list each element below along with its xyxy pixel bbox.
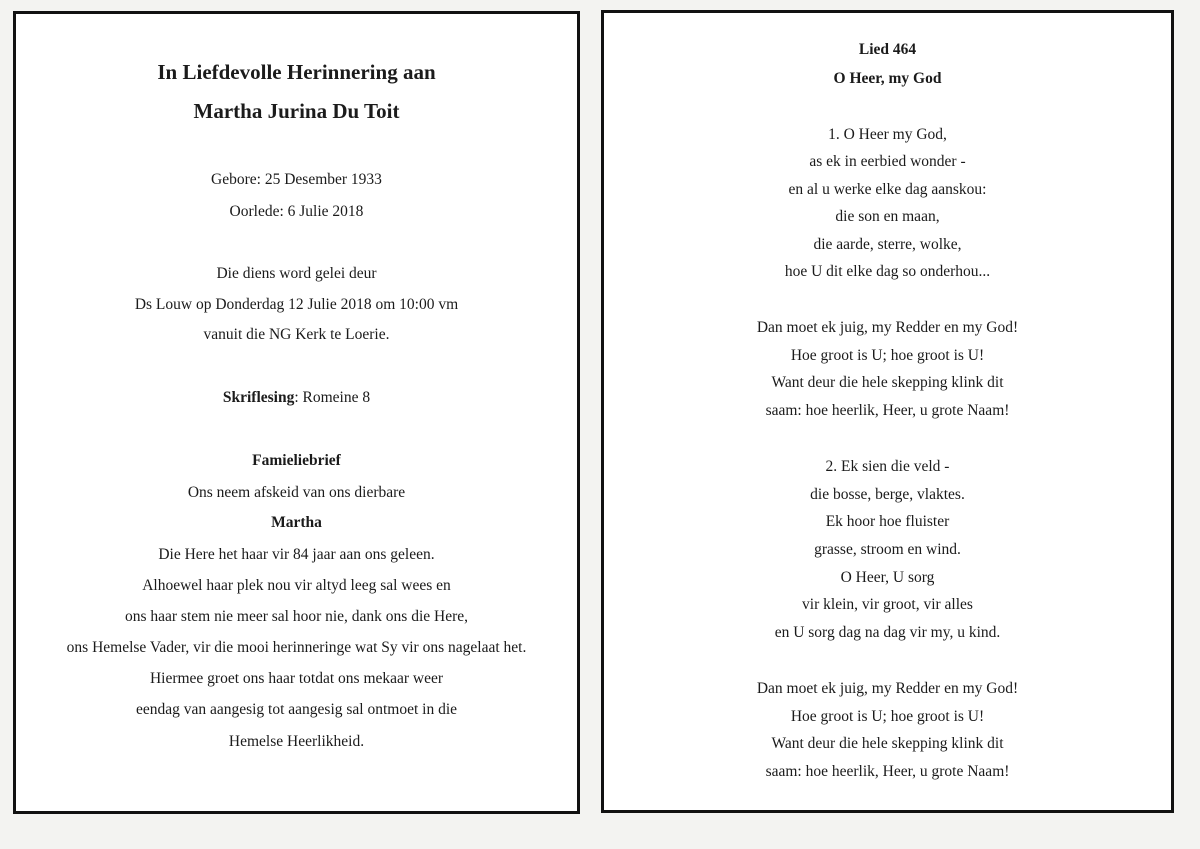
- scripture-label: Skriflesing: [222, 389, 295, 406]
- chorus-1-line: Want deur die hele skepping klink dit: [771, 374, 1004, 391]
- chorus-1-line: Hoe groot is U; hoe groot is U!: [790, 347, 985, 364]
- hymn-page: [601, 10, 1174, 813]
- memorial-page: [13, 11, 580, 814]
- verse-2-line: 2. Ek sien die veld -: [825, 458, 950, 475]
- verse-1-line: hoe U dit elke dag so onderhou...: [784, 263, 991, 280]
- verse-2-line: grasse, stroom en wind.: [814, 541, 961, 558]
- verse-1-line: en al u werke elke dag aanskou:: [788, 181, 987, 198]
- family-letter-line: Alhoewel haar plek nou vir altyd leeg sal wees en: [142, 577, 451, 594]
- chorus-2-line: Hoe groot is U; hoe groot is U!: [790, 708, 985, 725]
- death-date: Oorlede: 6 Julie 2018: [229, 203, 364, 220]
- family-letter-line: Die Here het haar vir 84 jaar aan ons geleen.: [158, 546, 435, 563]
- chorus-2-line: saam: hoe heerlik, Heer, u grote Naam!: [765, 763, 1010, 780]
- family-letter-name: Martha: [271, 514, 322, 531]
- deceased-name: Martha Jurina Du Toit: [193, 99, 400, 123]
- service-line-2: Ds Louw op Donderdag 12 Julie 2018 om 10:00 vm: [134, 296, 459, 313]
- verse-1-line: as ek in eerbied wonder -: [809, 153, 966, 170]
- verse-2-line: die bosse, berge, vlaktes.: [810, 486, 965, 503]
- verse-2-line: Ek hoor hoe fluister: [825, 513, 950, 530]
- verse-1-line: 1. O Heer my God,: [828, 126, 947, 143]
- family-letter-line: ons Hemelse Vader, vir die mooi herinneringe wat Sy vir ons nagelaat het.: [66, 639, 527, 656]
- hymn-number: Lied 464: [858, 41, 917, 58]
- memorial-title: In Liefdevolle Herinnering aan: [157, 60, 436, 84]
- verse-2-line: en U sorg dag na dag vir my, u kind.: [774, 624, 1001, 641]
- family-letter-line: ons haar stem nie meer sal hoor nie, dank ons die Here,: [124, 608, 469, 625]
- chorus-2-line: Want deur die hele skepping klink dit: [771, 735, 1004, 752]
- verse-1-line: die aarde, sterre, wolke,: [813, 236, 962, 253]
- verse-1-line: die son en maan,: [835, 208, 940, 225]
- chorus-2-line: Dan moet ek juig, my Redder en my God!: [756, 680, 1019, 697]
- family-letter-intro: Ons neem afskeid van ons dierbare: [187, 484, 406, 501]
- family-letter-line: eendag van aangesig tot aangesig sal ontmoet in die: [135, 701, 458, 718]
- hymn-title: O Heer, my God: [833, 70, 942, 87]
- family-letter-line: Hemelse Heerlikheid.: [228, 733, 365, 750]
- scripture-value: : Romeine 8: [294, 389, 371, 406]
- chorus-1-line: Dan moet ek juig, my Redder en my God!: [756, 319, 1019, 336]
- family-letter-heading: Famieliebrief: [252, 452, 341, 469]
- verse-2-line: vir klein, vir groot, vir alles: [802, 596, 973, 613]
- verse-2-line: O Heer, U sorg: [840, 569, 935, 586]
- service-line-1: Die diens word gelei deur: [216, 265, 377, 282]
- scripture-reading: [16, 388, 577, 408]
- service-line-3: vanuit die NG Kerk te Loerie.: [203, 326, 390, 343]
- family-letter-line: Hiermee groet ons haar totdat ons mekaar weer: [149, 670, 444, 687]
- birth-date: Gebore: 25 Desember 1933: [211, 171, 382, 188]
- chorus-1-line: saam: hoe heerlik, Heer, u grote Naam!: [765, 402, 1010, 419]
